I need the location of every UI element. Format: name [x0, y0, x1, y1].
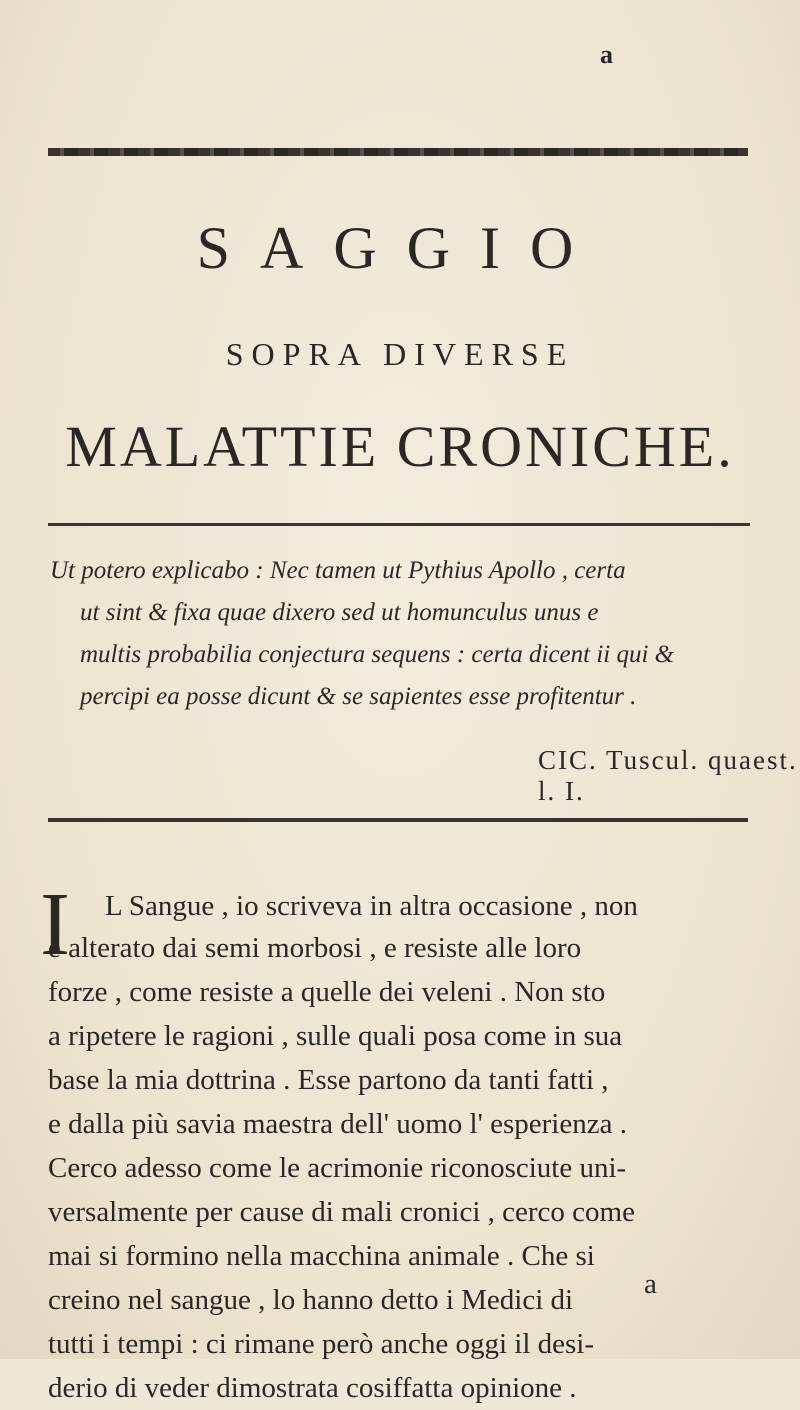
text-line: base la mia dottrina . Esse partono da tanti fatti ,: [48, 1064, 609, 1096]
bottom-divider: [48, 818, 748, 822]
text-line: derio di veder dimostrata cosiffatta opinione .: [48, 1372, 577, 1404]
title-topic: MALATTIE CRONICHE.: [65, 414, 735, 479]
epigraph-line: multis probabilia conjectura sequens : certa dicent ii qui &: [80, 641, 675, 668]
epigraph-line: Ut potero explicabo : Nec tamen ut Pythius Apollo , certa: [50, 557, 626, 584]
first-line: L Sangue , io scriveva in altra occasione , non: [105, 890, 638, 922]
title-subtitle: SOPRA DIVERSE: [225, 336, 575, 372]
signature-mark: a: [600, 40, 613, 69]
catchword: a: [644, 1268, 657, 1300]
epigraph-line: ut sint & fixa quae dixero sed ut homunculus unus e: [80, 599, 599, 626]
text-line: è alterato dai semi morbosi , e resiste alle loro: [48, 932, 582, 964]
text-line: creino nel sangue , lo hanno detto i Medici di: [48, 1284, 574, 1316]
text-line: a ripetere le ragioni , sulle quali posa come in sua: [48, 1020, 623, 1052]
epigraph-citation: CIC. Tuscul. quaest. l. I.: [538, 745, 798, 806]
page-title: SAGGIO: [196, 215, 604, 281]
epigraph-line: percipi ea posse dicunt & se sapientes esse profitentur .: [80, 683, 637, 710]
text-line: tutti i tempi : ci rimane però anche oggi il desi-: [48, 1328, 595, 1360]
ornamental-rule: [48, 148, 748, 156]
text-line: Cerco adesso come le acrimonie riconosciute uni-: [48, 1152, 627, 1184]
text-line: e dalla più savia maestra dell' uomo l' esperienza .: [48, 1108, 627, 1140]
drop-cap: I: [40, 875, 70, 974]
body-text: [48, 926, 748, 1410]
text-line: forze , come resiste a quelle dei veleni . Non sto: [48, 976, 606, 1008]
text-line: mai si formino nella macchina animale . Che si: [48, 1240, 595, 1272]
text-line: versalmente per cause di mali cronici , cerco come: [48, 1196, 635, 1228]
epigraph: [50, 550, 720, 718]
top-divider: [48, 523, 750, 526]
